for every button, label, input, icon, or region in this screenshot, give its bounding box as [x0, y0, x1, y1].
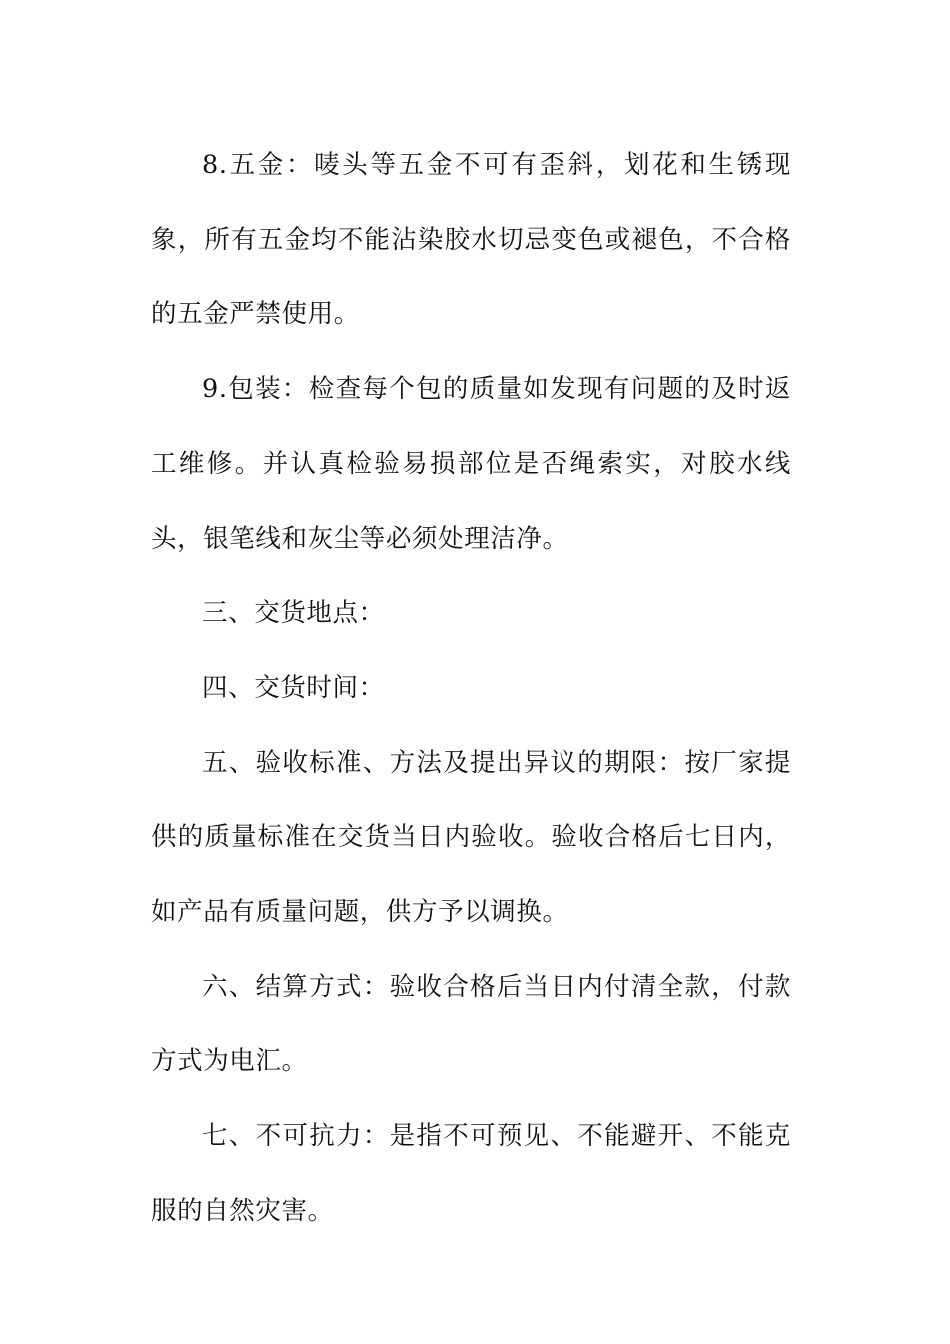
paragraph-settlement-method: 六、结算方式：验收合格后当日内付清全款，付款方式为电汇。: [151, 971, 791, 1077]
paragraph-acceptance-standard: 五、验收标准、方法及提出异议的期限：按厂家提供的质量标准在交货当日内验收。验收合格后七日内，如产品有质量问题，供方予以调换。: [151, 747, 791, 928]
paragraph-delivery-location: 三、交货地点：: [202, 598, 385, 629]
paragraph-delivery-time: 四、交货时间：: [202, 672, 385, 703]
document-body: [151, 128, 791, 1249]
paragraph-force-majeure: 七、不可抗力：是指不可预见、不能避开、不能克服的自然灾害。: [151, 1121, 791, 1226]
paragraph-packaging: 9.包装：检查每个包的质量如发现有问题的及时返工维修。并认真检验易损部位是否绳索实，对胶水线头，银笔线和灰尘等必须处理洁净。: [151, 374, 791, 554]
paragraph-hardware: 8.五金：唛头等五金不可有歪斜，划花和生锈现象，所有五金均不能沾染胶水切忌变色或褪色，不合格的五金严禁使用。: [151, 150, 791, 330]
